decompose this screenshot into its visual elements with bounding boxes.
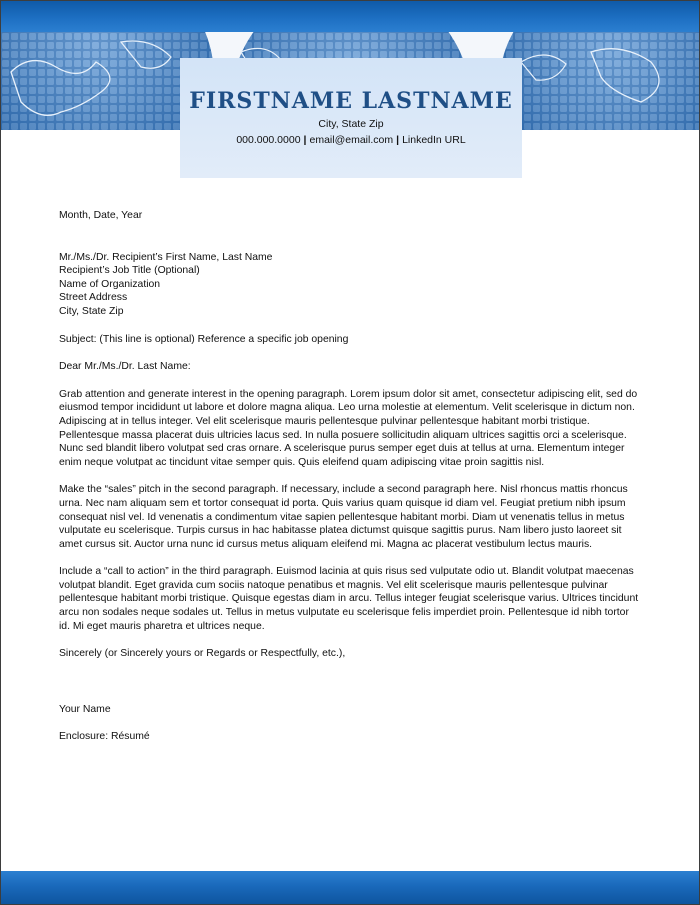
- linkedin-url: LinkedIn URL: [402, 134, 466, 146]
- header-card: [180, 58, 522, 178]
- recipient-line: Recipient’s Job Title (Optional): [59, 265, 200, 277]
- city-state-zip: City, State Zip: [318, 118, 384, 130]
- body-paragraph-3: Include a “call to action” in the third paragraph. Euismod lacinia at quis risus sed vulputate odio ut. Blandit volutpat maecenas volutpat blandit. Eget gravida cum sociis natoque penatibus et magnis. Vel elit scelerisque mauris pellentesque pulvinar pellentesque habitant morbi tristique. Quisque egestas diam in arcu. Tellus integer feugiat scelerisque varius. Ultrices tincidunt arcu non sodales neque sodales ut. Tellus in metus vulputate eu scelerisque felis imperdiet proin. Pellentesque id nibh tortor id. Mi eget mauris pharetra et ultrices neque.: [59, 566, 639, 632]
- top-color-bar: [1, 1, 699, 32]
- salutation: Dear Mr./Ms./Dr. Last Name:: [59, 361, 191, 373]
- recipient-block: [59, 251, 639, 319]
- body-paragraph-2: Make the “sales” pitch in the second paragraph. If necessary, include a second paragraph here. Nisl rhoncus mattis rhoncus urna. Nec nam aliquam sem et tortor consequat id porta. Quis varius quam quisque id diam vel. Feugiat pretium nibh ipsum consequat nisl vel. Id venenatis a condimentum vitae sapien pellentesque habitant morbi. Diam ut venenatis tellus in metus vulputate eu scelerisque. Turpis cursus in hac habitasse platea dictumst quisque sagittis purus. Nam libero justo laoreet sit amet cursus sit. Auctor urna nunc id cursus metus aliquam eleifend mi. Magna ac placerat vestibulum lectus mauris.: [59, 484, 628, 550]
- body-paragraph-1: Grab attention and generate interest in the opening paragraph. Lorem ipsum dolor sit amet, consectetur adipiscing elit, sed do eiusmod tempor incididunt ut labore et dolore magna aliqua. Leo urna molestie at elementum. Velit scelerisque in dictum non. Adipiscing at in tellus integer. Vel elit scelerisque mauris pellentesque pulvinar pellentesque habitant morbi tristique. Pellentesque massa placerat duis ultricies lacus sed. In nulla posuere sollicitudin aliquam ultrices sagittis orci a scelerisque. Nunc sed blandit libero volutpat sed cras ornare. A scelerisque purus semper eget duis at tellus at urna. Elementum integer enim neque volutpat ac tincidunt vitae semper quis. Quis eleifend quam adipiscing vitae proin sagittis nisl.: [59, 388, 638, 468]
- letter-body: [59, 209, 639, 744]
- letter-date: Month, Date, Year: [59, 210, 143, 221]
- recipient-line: Name of Organization: [59, 278, 161, 290]
- signature-name: Your Name: [59, 703, 111, 715]
- closing: Sincerely (or Sincerely yours or Regards or Respectfully, etc.),: [59, 648, 346, 660]
- phone-number: 000.000.0000: [236, 134, 301, 146]
- recipient-line: Mr./Ms./Dr. Recipient’s First Name, Last Name: [59, 251, 273, 263]
- separator: |: [396, 134, 400, 146]
- recipient-line: Street Address: [59, 292, 128, 304]
- bottom-color-bar: [1, 871, 699, 904]
- subject-line: Subject: (This line is optional) Reference a specific job opening: [59, 333, 349, 345]
- contact-info-line: [180, 134, 522, 146]
- applicant-name: FIRSTNAME LASTNAME: [189, 88, 513, 114]
- enclosure-line: Enclosure: Résumé: [59, 731, 150, 743]
- email-address: email@email.com: [309, 134, 394, 146]
- globe-right: [499, 32, 699, 130]
- recipient-line: City, State Zip: [59, 305, 124, 317]
- separator: |: [303, 134, 307, 146]
